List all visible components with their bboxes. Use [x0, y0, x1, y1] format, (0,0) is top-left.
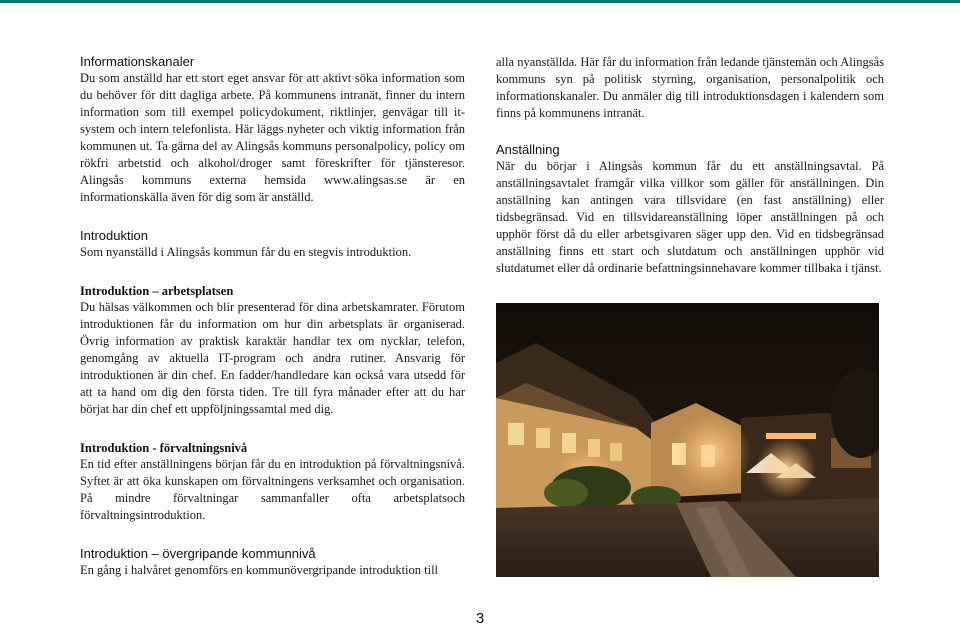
- heading-anstallning: Anställning: [496, 142, 560, 157]
- text-informationskanaler: Du som anställd har ett stort eget ansvar för att aktivt söka information som du behöver för ditt dagliga arbete. På kommunens intranät, finner du intern information som till exempel policydokument, riktlinjer, genvägar till it-system och intern telefonlista. Här läggs nyheter och viktig information från kommunen ut. Ta gärna del av Alingsås kommuns personalpolicy, policy om rökfri arbetstid och alkohol/droger samt föreskrifter för tjänsteresor. Alingsås kommuns externa hemsida www.alingsas.se är en informationskälla även för dig som är anställd.: [80, 71, 465, 204]
- heading-kommunniva: Introduktion – övergripande kommunnivå: [80, 546, 316, 561]
- left-column: [80, 54, 465, 579]
- night-courtyard-photo: [496, 303, 879, 577]
- page-number: 3: [475, 610, 485, 627]
- heading-informationskanaler: Informationskanaler: [80, 54, 195, 69]
- text-introduktion: Som nyanställd i Alingsås kommun får du en stegvis introduktion.: [80, 245, 412, 259]
- heading-introduktion: Introduktion: [80, 228, 148, 243]
- text-continuation: alla nyanställda. Här får du information från ledande tjänstemän och Alingsås kommuns syn på politisk styrning, organisation, personalpolitik och informationskanaler. Du anmäler dig till introduktionsdagen i kalendern som finns på kommunens intranät.: [496, 55, 884, 120]
- heading-forvaltningsniva: Introduktion - förvaltningsnivå: [80, 441, 248, 455]
- text-kommunniva: En gång i halvåret genomförs en kommunövergripande introduktion till: [80, 563, 439, 577]
- top-rule: [0, 0, 960, 3]
- text-arbetsplatsen: Du hälsas välkommen och blir presenterad för dina arbetskamrater. Förutom introduktionen får du information om hur din arbetsplats är organiserad. Övrig information av praktisk karaktär handlar tex om nycklar, telefon, genomgång av aktuella IT-program och andra rutiner. Ansvarig för introduktionen är din chef. En fadder/handledare kan också vara utsedd för att ta hand om dig den första tiden. Tre till fyra månader efter att du har börjat har din chef ett uppföljningssamtal med dig.: [80, 300, 465, 416]
- text-anstallning: När du börjar i Alingsås kommun får du ett anställningsavtal. På anställningsavtalet framgår vilka villkor som gäller för anställningen. Din anställning kan antingen vara tillsvidare (en fast anställning) eller tidsbegränsad. Vid en tillsvidareanställning löper anställningen på och upphör först då du eller arbetsgivaren säger upp den. Vid en tidsbegränsad anställning finns ett start och slutdatum och anställningen upphör vid slutdatumet eller då ordinarie befattningsinnehavare kommer tillbaka i tjänst.: [496, 159, 884, 275]
- right-column: [496, 54, 884, 277]
- heading-arbetsplatsen: Introduktion – arbetsplatsen: [80, 284, 234, 298]
- photo-illustration: [496, 303, 879, 577]
- text-forvaltningsniva: En tid efter anställningens början får du en introduktion på förvaltningsnivå. Syftet är att öka kunskapen om förvaltningens verksamhet och organisation. På mindre förvaltningar sammanfaller ofta arbetsplatsoch förvaltningsintroduktion.: [80, 457, 465, 522]
